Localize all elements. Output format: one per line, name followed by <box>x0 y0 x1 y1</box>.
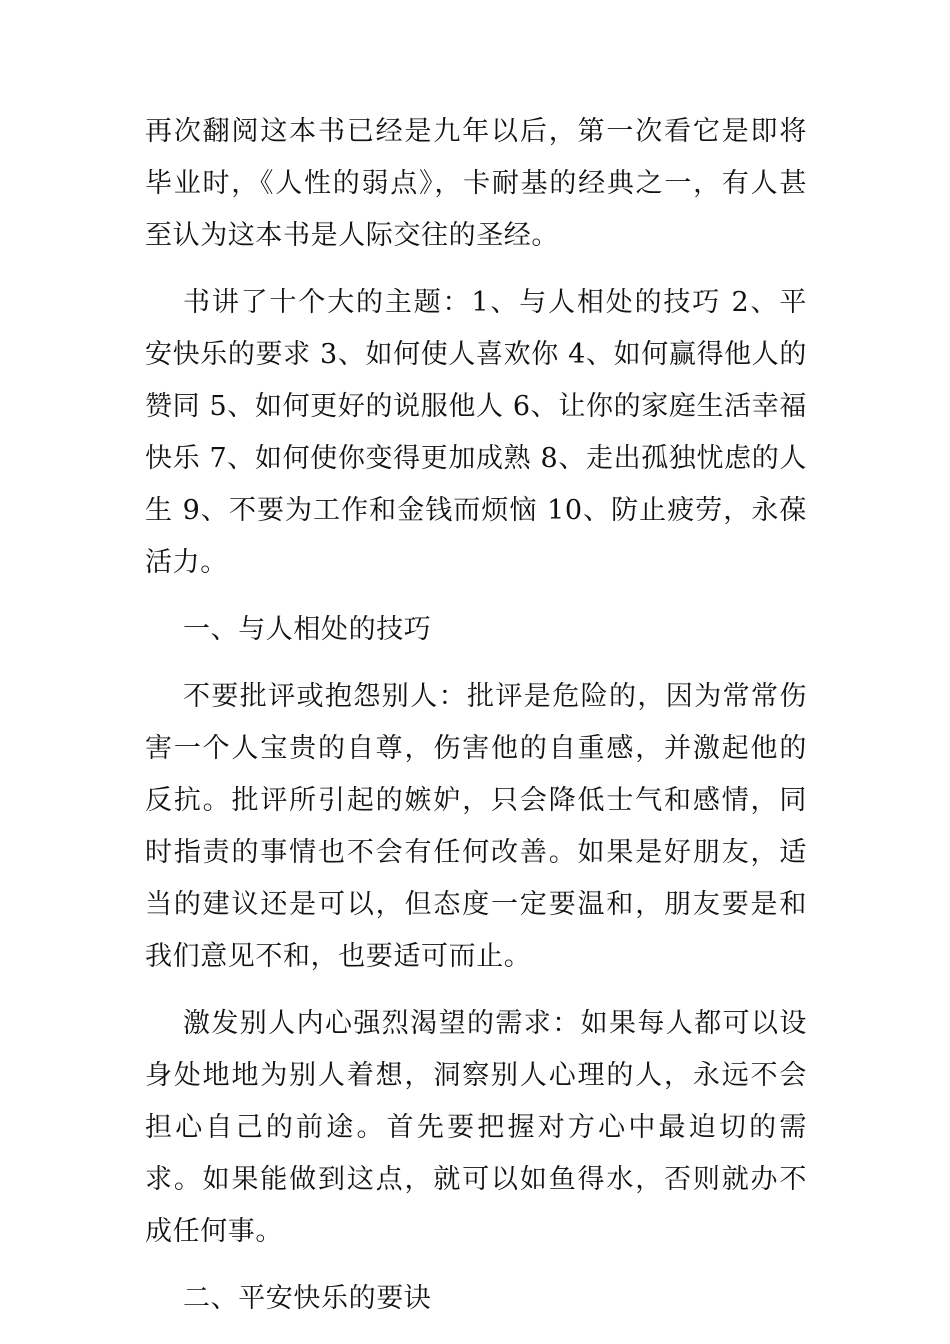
criticism-paragraph: 不要批评或抱怨别人：批评是危险的，因为常常伤害一个人宝贵的自尊，伤害他的自重感，并激起他的反抗。批评所引起的嫉妒，只会降低士气和感情，同时指责的事情也不会有任何改善。如果是好朋友，适当的建议还是可以，但态度一定要温和，朋友要是和我们意见不和，也要适可而止。 <box>145 681 807 972</box>
intro-paragraph: 再次翻阅这本书已经是九年以后，第一次看它是即将毕业时，《人性的弱点》，卡耐基的经典之一，有人甚至认为这本书是人际交往的圣经。 <box>145 116 807 251</box>
section-heading-2: 二、平安快乐的要诀 <box>183 1283 432 1314</box>
desire-paragraph: 激发别人内心强烈渴望的需求：如果每人都可以设身处地地为别人着想，洞察别人心理的人，永远不会担心自己的前途。首先要把握对方心中最迫切的需求。如果能做到这点，就可以如鱼得水，否则就办不成任何事。 <box>145 1008 807 1247</box>
topics-paragraph: 书讲了十个大的主题：1、与人相处的技巧 2、平安快乐的要求 3、如何使人喜欢你 4、如何赢得他人的赞同 5、如何更好的说服他人 6、让你的家庭生活幸福快乐 7、如何使你变得更加成熟 8、走出孤独忧虑的人生 9、不要为工作和金钱而烦恼 10、防止疲劳，永葆活力。 <box>145 287 807 578</box>
section-heading-1: 一、与人相处的技巧 <box>183 614 432 645</box>
document-page <box>145 106 807 1340</box>
